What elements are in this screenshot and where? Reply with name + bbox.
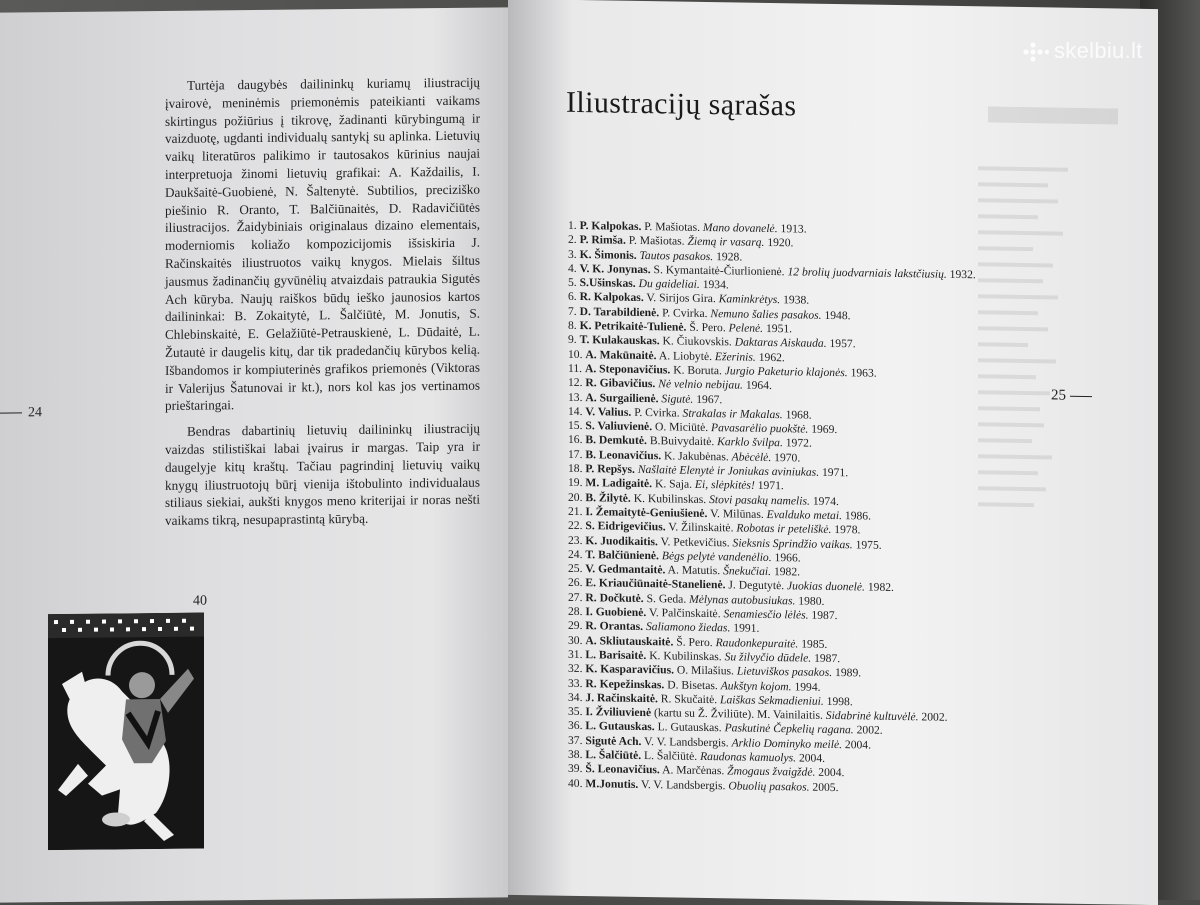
entry-artist: K. Juodikaitis. (585, 533, 658, 548)
page-title: Iliustracijų sąrašas (566, 85, 797, 123)
entry-author: K. Kubilinskas. (649, 649, 722, 664)
entry-author: O. Miciūtė. (655, 420, 709, 435)
entry-author: L. Gutauskas. (657, 720, 722, 735)
entry-year: 2002. (856, 723, 883, 738)
entry-work: Arklio Dominyko meilė. (731, 736, 842, 751)
entry-work: Karklo švilpa. (717, 435, 783, 450)
entry-number: 19. (568, 476, 583, 490)
entry-year: 1982. (773, 565, 801, 579)
entry-artist: K. Petrikaitė-Tulienė. (579, 319, 687, 334)
entry-year: 1998. (826, 694, 853, 709)
entry-number: 37. (568, 733, 583, 747)
page-number-right-text: 25 (1051, 387, 1066, 404)
entry-work: Senamiesčio lėlės. (723, 607, 809, 622)
entry-author: P. Mašiotas. (628, 234, 685, 248)
entry-work: Raudonkepuraitė. (715, 635, 799, 651)
entry-year: 1968. (785, 408, 812, 422)
entry-artist: S.Ušinskas. (579, 276, 636, 291)
entry-artist: R. Orantas. (585, 619, 644, 634)
entry-author: K. Boruta. (673, 363, 722, 378)
entry-artist: S. Eidrigevičius. (585, 519, 666, 534)
entry-work: Du gaideliai. (638, 277, 700, 292)
entry-number: 2. (568, 233, 577, 247)
entry-author: S. Geda. (646, 591, 687, 606)
entry-artist: P. Kalpokas. (579, 219, 642, 233)
entry-author: K. Jakubėnas. (664, 449, 729, 464)
entry-artist: T. Kulakauskas. (579, 333, 660, 348)
entry-artist: I. Guobienė. (585, 605, 647, 620)
entry-number: 39. (568, 762, 583, 776)
entry-year: 1964. (745, 378, 772, 393)
entry-author: D. Bisetas. (667, 677, 718, 692)
entry-work: Mėlynas autobusiukas. (689, 592, 796, 608)
entry-number: 29. (568, 619, 583, 633)
entry-author: K. Čiukovskis. (662, 334, 732, 349)
entry-number: 30. (568, 633, 583, 647)
entry-number: 24. (568, 547, 583, 561)
entry-number: 15. (568, 418, 583, 433)
entry-work: Tautos pasakos. (639, 248, 714, 263)
entry-work: Pelenė. (728, 321, 764, 335)
entry-work: Bėgs pelytė vandenėlio. (661, 549, 772, 564)
entry-artist: A. Surgailienė. (585, 390, 659, 405)
entry-year: 1971. (822, 465, 849, 480)
entry-author: V. V. Landsbergis. (640, 777, 726, 792)
entry-work: Žiemą ir vasarą. (687, 235, 765, 250)
entry-work: Aukštyn kojom. (720, 678, 792, 693)
entry-year: 1970. (774, 450, 801, 465)
entry-work: Laiškas Sekmadieniui. (720, 693, 824, 708)
page-number-right (1051, 387, 1098, 405)
entry-work: Mano dovanelė. (702, 220, 778, 236)
entry-artist: R. Kepežinskas. (585, 676, 665, 691)
entry-number: 11. (568, 361, 583, 376)
right-page (508, 0, 1158, 905)
entry-year: 1978. (834, 523, 861, 537)
entry-number: 36. (568, 719, 583, 733)
entry-work: Sidabrinė kultuvėlė. (825, 708, 919, 724)
watermark (1022, 38, 1143, 64)
entry-number: 4. (568, 261, 577, 275)
entry-work: Nemuno šalies pasakos. (710, 306, 822, 322)
entry-artist: P. Repšys. (585, 462, 635, 476)
entry-artist: M. Ladigaitė. (585, 476, 653, 491)
entry-work: 12 brolių juodvarniais lakstčiusių. (787, 265, 947, 281)
entry-artist: T. Balčiūnienė. (585, 547, 659, 563)
entry-artist: K. Kasparavičius. (585, 662, 674, 677)
entry-year: 1962. (758, 350, 785, 364)
entry-year: 2004. (798, 751, 826, 765)
entry-artist: L. Barisaitė. (585, 648, 647, 662)
entry-year: 1932. (949, 267, 976, 282)
entry-year: 2004. (818, 766, 845, 780)
entry-artist: B. Žilytė. (585, 490, 631, 505)
entry-year: 1957. (829, 337, 856, 351)
entry-number: 9. (568, 333, 577, 347)
page-number-left-text: 24 (28, 405, 42, 421)
entry-year: 1948. (824, 308, 851, 323)
entry-artist: A. Steponavičius. (584, 362, 671, 377)
entry-year: 1951. (765, 322, 793, 336)
entry-number: 3. (568, 247, 577, 261)
entry-number: 8. (568, 318, 577, 333)
entry-number: 27. (568, 590, 583, 604)
entry-artist: J. Račinskaitė. (585, 690, 658, 706)
entry-work: Kaminkrėtys. (718, 292, 781, 307)
entry-year: 1989. (835, 666, 862, 680)
entry-year: 1975. (855, 537, 882, 552)
entry-author: Š. Pero. (689, 320, 726, 335)
entry-work: Šnekučiai. (723, 564, 772, 579)
entry-work: Ežerinis. (714, 349, 756, 364)
entry-artist: R. Gibavičius. (585, 376, 656, 391)
entry-year: 1967. (696, 392, 723, 406)
entry-number: 7. (568, 304, 577, 318)
entry-author: K. Saja. (654, 477, 693, 492)
entry-work: Raudonas kamuolys. (700, 749, 797, 765)
entry-year: 1982. (867, 580, 894, 595)
entry-year: 1985. (801, 637, 828, 651)
entry-artist: R. Kalpokas. (579, 290, 644, 305)
entry-author: V. Palčinskaitė. (649, 606, 721, 621)
entry-year: 1987. (811, 608, 838, 623)
entry-author: B.Buivydaitė. (649, 434, 715, 449)
entry-artist: M.Jonutis. (585, 776, 639, 791)
entry-author: R. Skučaitė. (660, 692, 718, 706)
entry-number: 6. (568, 290, 577, 304)
entry-work: Strakalas ir Makalas. (682, 406, 783, 422)
entry-author: P. Cvirka. (634, 405, 680, 420)
left-page (0, 7, 508, 902)
entry-number: 17. (568, 447, 583, 461)
entry-year: 1980. (798, 594, 825, 608)
watermark-dots-icon (1022, 41, 1050, 63)
entry-number: 40. (568, 776, 583, 790)
paragraph-1: Turtėja daugybės dailininkų kuriamų iliustracijų įvairovė, meninėmis priemonėmis pateikianti vaikams skirtingus požiūrius į tikrovę, žadinanti kūrybingumą ir vaizduotę, ugdanti individualų santykį su aplinka. Lietuvių vaikų literatūros palikimo ir tautosakos kūrinius naujai interpretuoja žinomi lietuvių grafikai: A. Každailis, I. Daukšaitė-Guobienė, N. Šaltenytė. Subtilios, preciziško piešinio R. Oranto, T. Balčiūnaitės, D. Radavičiūtės iliustracijos. Žaidybiniais originalaus dizaino elementais, moderniomis koliažo kompozicijomis išsiskiria J. Račinskaitės iliustruotos vaikų knygos. Mielais šiltus jausmus žadinančių gyvūnėlių atvaizdais patraukia Sigutės Ach kūryba. Naujų raiškos būdų ieško jaunosios kartos dailininkai: B. Zokaitytė, L. Šalčiūtė, M. Jonutis, S. Chlebinskaitė, E. Gelažiūtė-Petrauskienė, L. Dūdaitė, L. Žutautė ir daugelis kitų, dar tik pradedančių kūrybos kelią. Išbandomos ir kompiuterinės grafikos priemonės (Viktoras ir Valerijus Šatunovai ir kt.), nors kol kas jos vertinamos prieštaringai. (165, 74, 480, 414)
entry-number: 26. (568, 576, 583, 590)
entry-year: 1966. (774, 550, 801, 565)
entry-work: Jurgio Paketurio klajonės. (724, 364, 848, 380)
illustration-list (568, 219, 1128, 800)
entry-number: 14. (568, 404, 583, 418)
entry-work: Lietuviškos pasakos. (736, 664, 833, 680)
entry-number: 20. (568, 490, 583, 504)
entry-year: 1986. (844, 509, 871, 523)
body-text (165, 74, 480, 538)
entry-work: Sigutė. (661, 391, 694, 406)
entry-author: V. Petkevičius. (660, 534, 730, 549)
entry-number: 12. (568, 376, 583, 390)
entry-author: J. Degutytė. (728, 578, 785, 593)
entry-artist: D. Tarabildienė. (579, 304, 660, 320)
entry-year: 1974. (812, 494, 839, 508)
entry-number: 35. (568, 704, 583, 719)
entry-year: 1987. (814, 651, 841, 666)
entry-author: P. Cvirka. (662, 306, 708, 320)
paragraph-2: Bendras dabartinių lietuvių dailininkų iliustracijų vaizdas stilistiškai labai įvairus ir margas. Taip yra ir daugelyje kitų kraštų. Tačiau pagrindinį lietuvių vaikų knygų iliustruotojų būrį vienija ištobulinto individualaus stiliaus siekiai, aukšti knygos meno kriterijai ir noras nešti vaikams tikrą, nesupaprastintą kūrybą. (165, 420, 480, 529)
entry-year: 2002. (921, 710, 948, 724)
entry-author: V. Milūnas. (710, 507, 764, 521)
entry-artist: B. Demkutė. (585, 433, 647, 448)
entry-work: Našlaitė Elenytė ir Joniukas aviniukas. (637, 462, 820, 479)
entry-work: Sieksnis Sprindžio vaikas. (732, 535, 853, 551)
entry-work: Robotas ir peteliškė. (736, 521, 832, 537)
entry-number: 16. (568, 433, 583, 447)
entry-work: Juokias duonelė. (787, 579, 865, 594)
entry-artist: A. Makūnaitė. (585, 347, 657, 362)
entry-number: 33. (568, 676, 583, 690)
entry-author: A. Liobytė. (658, 348, 712, 363)
entry-year: 1971. (757, 479, 784, 493)
entry-year: 1913. (780, 222, 807, 236)
entry-work: Ei, slėpkitės! (694, 478, 755, 493)
entry-artist: V. Valius. (585, 404, 632, 419)
entry-year: 1934. (702, 278, 729, 292)
entry-number: 34. (568, 690, 583, 704)
entry-author: V. Sirijos Gira. (646, 291, 716, 306)
entry-number: 23. (568, 533, 583, 547)
entry-work: Nė velnio nebijau. (658, 377, 743, 392)
entry-year: 2004. (844, 737, 871, 752)
entry-artist: K. Šimonis. (579, 247, 637, 262)
entry-author: V. V. Landsbergis. (644, 734, 729, 750)
entry-work: Obuolių pasakos. (728, 778, 810, 794)
entry-work: Pavasarėlio puokštė. (711, 421, 809, 436)
entry-year: 1920. (767, 236, 794, 250)
entry-author: O. Milašius. (676, 663, 734, 678)
entry-year: 1994. (794, 679, 821, 694)
entry-artist: B. Leonavičius. (585, 447, 662, 463)
entry-number: 32. (568, 662, 583, 676)
entry-artist: V. K. Jonynas. (579, 261, 651, 277)
entry-artist: Š. Leonavičius. (585, 762, 660, 777)
illustration-horse-rider (48, 613, 204, 851)
entry-year: 1991. (733, 621, 760, 636)
entry-author: A. Marčėnas. (662, 763, 725, 778)
entry-work: Evalduko metai. (766, 507, 842, 523)
entry-work: Žmogaus žvaigždė. (727, 764, 816, 780)
entry-number: 21. (568, 504, 583, 519)
entry-artist: L. Šalčiūtė. (585, 748, 642, 762)
watermark-text: skelbiu.lt (1054, 38, 1143, 63)
entry-number: 31. (568, 647, 583, 661)
page-number-left (0, 405, 42, 421)
entry-number: 1. (568, 218, 577, 232)
entry-artist: E. Kriaučiūnaitė-Stanelienė. (585, 576, 726, 592)
entry-work: Su žilvyčio dūdele. (724, 650, 812, 665)
entry-number: 22. (568, 519, 583, 533)
entry-author: P. Mašiotas. (644, 220, 700, 234)
entry-author: S. Kymantaitė-Čiurlionienė. (653, 263, 785, 279)
entry-author: A. Matutis. (667, 563, 721, 578)
entry-work: Abėcėlė. (731, 450, 772, 464)
entry-number: 18. (568, 461, 583, 476)
entry-artist: P. Rimša. (579, 233, 626, 248)
entry-author: L. Šalčiūtė. (644, 749, 698, 763)
entry-work: Stovi pasakų namelis. (709, 492, 810, 508)
entry-year: 1963. (850, 366, 877, 380)
entry-number: 38. (568, 747, 583, 762)
entry-author: K. Kubilinskas. (633, 491, 707, 506)
entry-number: 10. (568, 347, 583, 361)
entry-number: 28. (568, 604, 583, 619)
entry-artist: Sigutė Ach. (585, 733, 642, 748)
entry-number: 13. (568, 390, 583, 404)
entry-author: (kartu su Ž. Žviliūte). M. Vainilaitis. (654, 706, 823, 722)
entry-author: Š. Pero. (676, 635, 713, 649)
entry-artist: A. Skliutauskaitė. (585, 633, 674, 649)
entry-number: 25. (568, 561, 583, 576)
entry-artist: I. Žviliuvienė (585, 705, 652, 720)
entry-year: 1938. (783, 293, 810, 308)
entry-year: 1972. (785, 436, 812, 451)
entry-artist: L. Gutauskas. (585, 719, 655, 734)
entry-work: Saliamono žiedas. (645, 620, 731, 635)
entry-number: 5. (568, 276, 577, 290)
entry-artist: R. Dočkutė. (585, 590, 644, 605)
entry-author: V. Žilinskaitė. (668, 520, 734, 535)
entry-work: Paskutinė Čepkelių ragana. (724, 721, 854, 737)
entry-year: 1928. (716, 249, 743, 264)
entry-year: 1969. (811, 422, 838, 437)
entry-artist: I. Žemaitytė-Geniušienė. (585, 505, 708, 520)
entry-artist: V. Gedmantaitė. (585, 562, 666, 577)
entry-year: 2005. (812, 780, 839, 794)
figure-number: 40 (193, 593, 207, 609)
entry-artist: S. Valiuvienė. (585, 419, 653, 434)
entry-work: Daktaras Aiskauda. (734, 335, 827, 351)
